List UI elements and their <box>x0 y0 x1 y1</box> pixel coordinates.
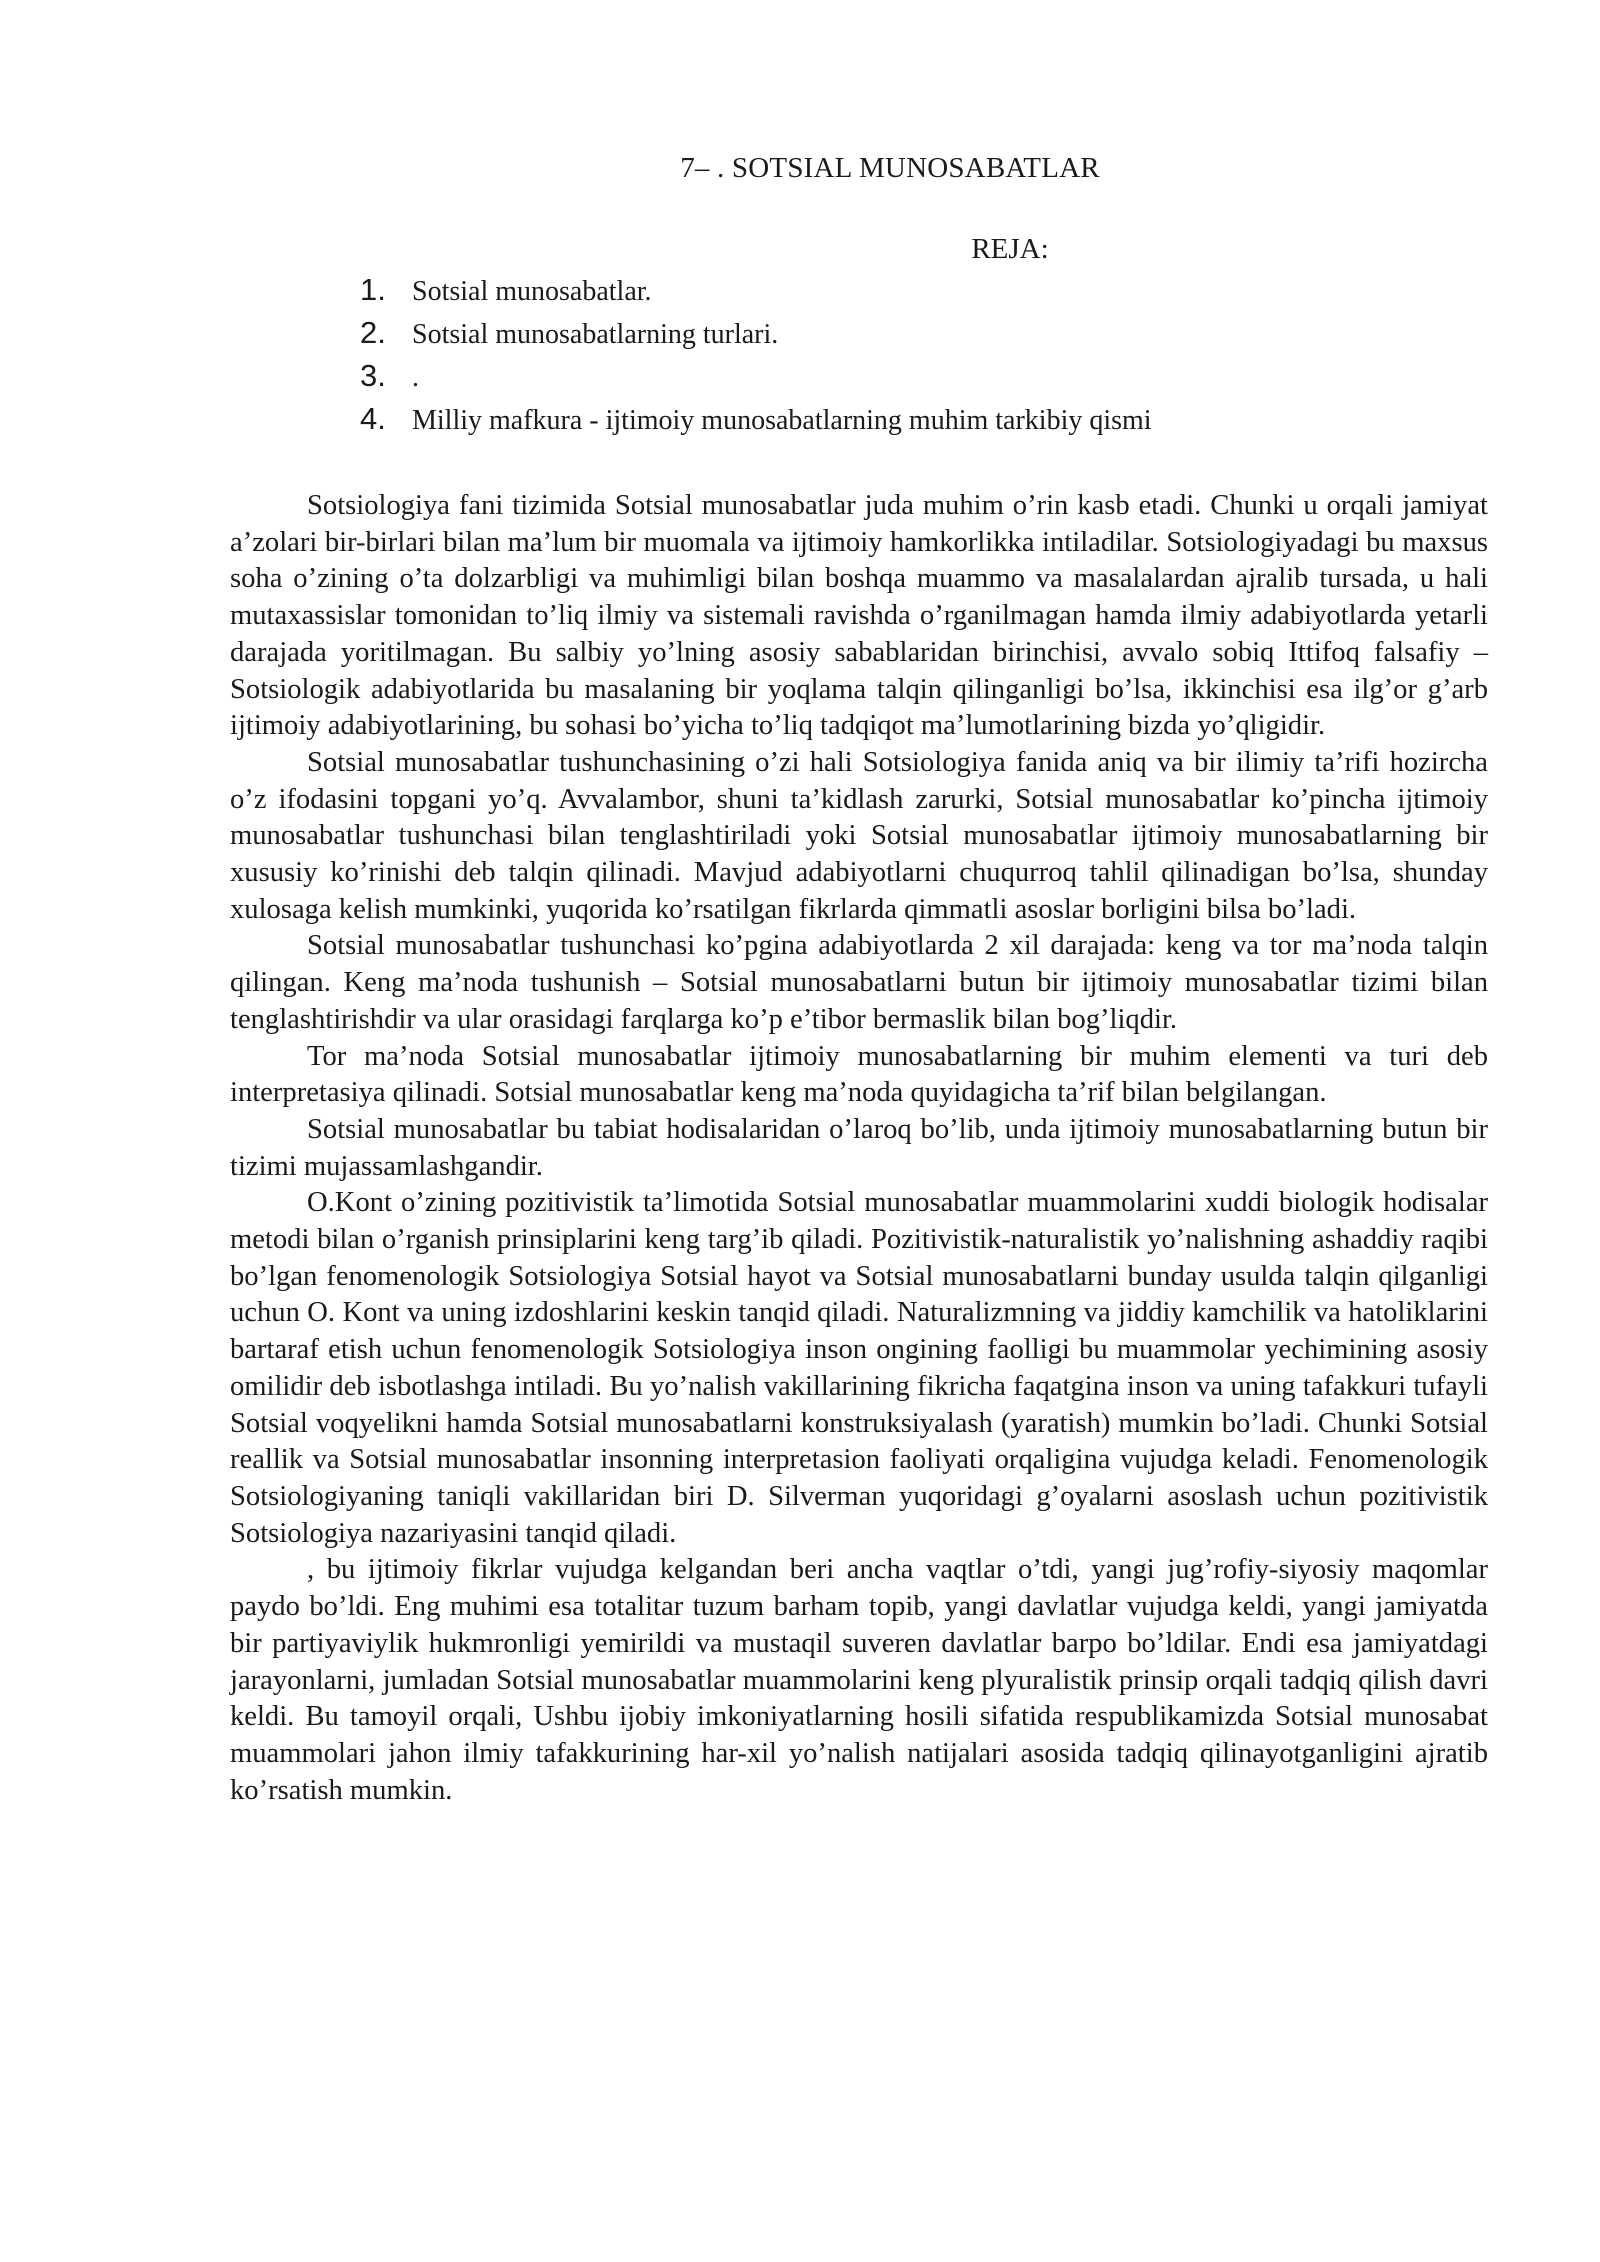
plan-item <box>360 358 1152 401</box>
plan-item-text: . <box>412 362 419 393</box>
plan-item <box>360 315 1152 358</box>
paragraph: Sotsiologiya fani tizimida Sotsial munosabatlar juda muhim o’rin kasb etadi. Chunki u orqali jamiyat a’zolari bir-birlari bilan ma’lum bir muomala va ijtimoiy hamkorlikka intiladilar. Sotsiologiyadagi bu maxsus soha o’zining o’ta dolzarbligi va muhimligi bilan boshqa muammo va masalalardan ajralib tursada, u hali mutaxassislar tomonidan to’liq ilmiy va sistemali ravishda o’rganilmagan hamda ilmiy adabiyotlarda yetarli darajada yoritilmagan. Bu salbiy yo’lning asosiy sabablaridan birinchisi, avvalo sobiq Ittifoq falsafiy – Sotsiologik adabiyotlarida bu masalaning bir yoqlama talqin qilinganligi bo’lsa, ikkinchisi esa ilg’or g’arb ijtimoiy adabiyotlarining, bu sohasi bo’yicha to’liq tadqiqot ma’lumotlarining bizda yo’qligidir. <box>230 490 1488 742</box>
plan-item-text: Sotsial munosabatlarning turlari. <box>412 319 779 350</box>
plan-item-text: Milliy mafkura - ijtimoiy munosabatlarning muhim tarkibiy qismi <box>412 405 1152 436</box>
plan-list <box>360 272 1152 444</box>
plan-item-number: 4. <box>360 401 386 436</box>
paragraph: Sotsial munosabatlar tushunchasi ko’pgina adabiyotlarda 2 xil darajada: keng va tor ma’noda talqin qilingan. Keng ma’noda tushunish – Sotsial munosabatlarni butun bir ijtimoiy munosabatlar tizimi bilan tenglashtirishdir va ular orasidagi farqlarga ko’p e’tibor bermaslik bilan bog’liqdir. <box>230 930 1488 1035</box>
plan-item-text: Sotsial munosabatlar. <box>412 276 652 307</box>
paragraph: Tor ma’noda Sotsial munosabatlar ijtimoiy munosabatlarning bir muhim elementi va turi deb interpretasiya qilinadi. Sotsial munosabatlar keng ma’noda quyidagicha ta’rif bilan belgilangan. <box>230 1040 1488 1109</box>
paragraph: Sotsial munosabatlar tushunchasining o’zi hali Sotsiologiya fanida aniq va bir ilimiy ta’rifi hozircha o’z ifodasini topgani yo’q. Avvalambor, shuni ta’kidlash zarurki, Sotsial munosabatlar ko’pincha ijtimoiy munosabatlar tushunchasi bilan tenglashtiriladi yoki Sotsial munosabatlar ijtimoiy munosabatlarning bir xususiy ko’rinishi deb talqin qilinadi. Mavjud adabiyotlarni chuqurroq tahlil qilinadigan bo’lsa, shunday xulosaga kelish mumkinki, yuqorida ko’rsatilgan fikrlarda qimmatli asoslar borligini bilsa bo’ladi. <box>230 746 1488 925</box>
document-title: 7– . SOTSIAL MUNOSABATLAR <box>680 152 1100 184</box>
plan-item-number: 2. <box>360 315 386 350</box>
paragraph: O.Kont o’zining pozitivistik ta’limotida Sotsial munosabatlar muammolarini xuddi biologik hodisalar metodi bilan o’rganish prinsiplarini keng targ’ib qiladi. Pozitivistik-naturalistik yo’nalishning ashaddiy raqibi bo’lgan fenomenologik Sotsiologiya Sotsial hayot va Sotsial munosabatlarni bunday usulda talqin qilganligi uchun O. Kont va uning izdoshlarini keskin tanqid qiladi. Naturalizmning va jiddiy kamchilik va hatoliklarini bartaraf etish uchun fenomenologik Sotsiologiya inson ongining faolligi bu muammolar yechimining asosiy omilidir deb isbotlashga intiladi. Bu yo’nalish vakillarining fikricha faqatgina inson va uning tafakkuri tufayli Sotsial voqyelikni hamda Sotsial munosabatlarni konstruksiyalash (yaratish) mumkin bo’ladi. Chunki Sotsial reallik va Sotsial munosabatlar insonning interpretasion faoliyati orqaligina vujudga keladi. Fenomenologik Sotsiologiyaning taniqli vakillaridan biri D. Silverman yuqoridagi g’oyalarni asoslash uchun pozitivistik Sotsiologiya nazariyasini tanqid qiladi. <box>230 1187 1488 1549</box>
plan-heading: REJA: <box>971 233 1049 265</box>
paragraph: Sotsial munosabatlar bu tabiat hodisalaridan o’laroq bo’lib, unda ijtimoiy munosabatlarning butun bir tizimi mujassamlashgandir. <box>230 1113 1488 1182</box>
body-text <box>230 488 1488 1809</box>
plan-item <box>360 401 1152 444</box>
plan-item-number: 1. <box>360 272 386 307</box>
plan-item <box>360 272 1152 315</box>
plan-item-number: 3. <box>360 358 386 393</box>
paragraph: , bu ijtimoiy fikrlar vujudga kelgandan beri ancha vaqtlar o’tdi, yangi jug’rofiy-siyosiy maqomlar paydo bo’ldi. Eng muhimi esa totalitar tuzum barham topib, yangi davlatlar vujudga keldi, yangi jamiyatda bir partiyaviylik hukmronligi yemirildi va mustaqil suveren davlatlar barpo bo’ldilar. Endi esa jamiyatdagi jarayonlarni, jumladan Sotsial munosabatlar muammolarini keng plyuralistik prinsip orqali tadqiq qilish davri keldi. Bu tamoyil orqali, Ushbu ijobiy imkoniyatlarning hosili sifatida respublikamizda Sotsial munosabat muammolari jahon ilmiy tafakkurining har-xil yo’nalish natijalari asosida tadqiq qilinayotganligini ajratib ko’rsatish mumkin. <box>230 1554 1488 1806</box>
